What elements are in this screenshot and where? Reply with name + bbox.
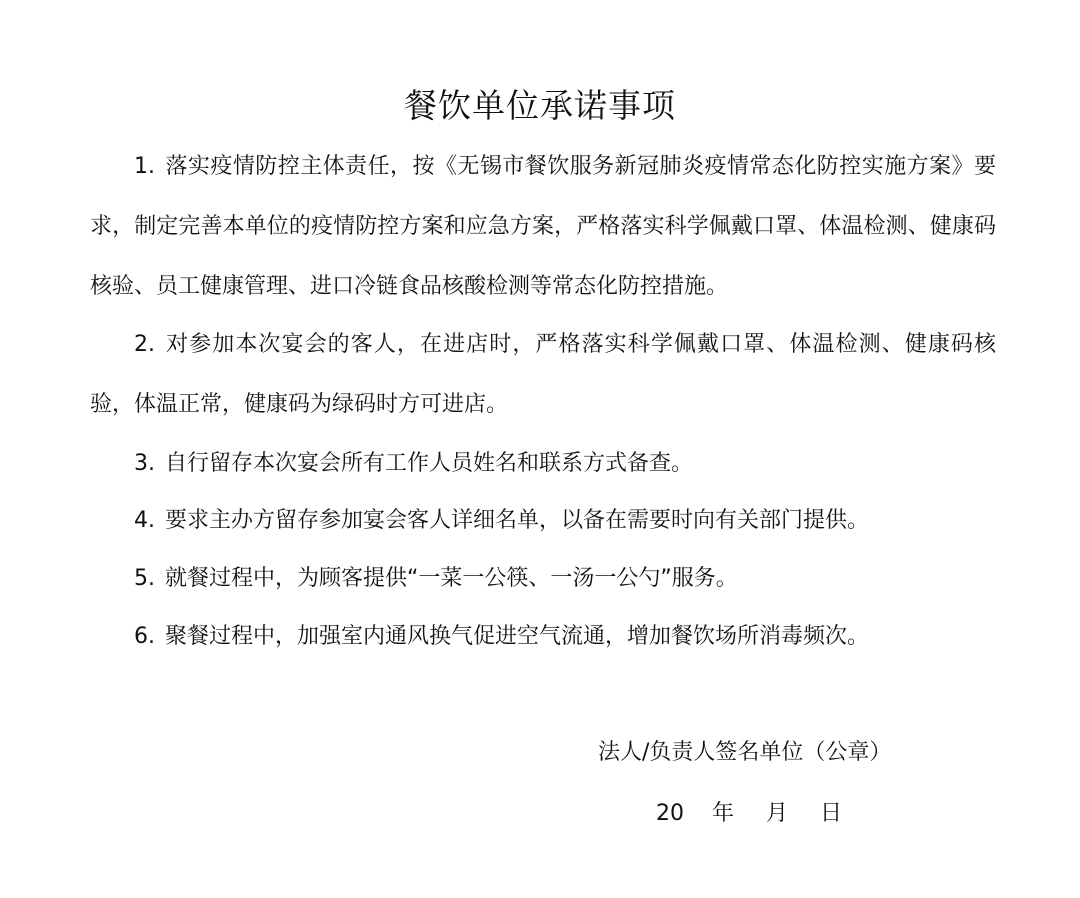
commitment-item-4: [90, 491, 996, 551]
commitment-item-3: [90, 434, 996, 494]
commitment-item-6: [90, 607, 996, 667]
document-title: 餐饮单位承诺事项: [404, 86, 676, 125]
item-number: 5.: [134, 566, 155, 591]
date-line: [656, 794, 842, 834]
commitment-item-5: [90, 549, 996, 609]
item-number: 6.: [134, 624, 155, 649]
date-month-label: 月: [766, 801, 789, 826]
item-number: 1.: [134, 154, 155, 179]
item-number: 3.: [134, 451, 155, 476]
item-text: 对参加本次宴会的客人，在进店时，严格落实科学佩戴口罩、体温检测、健康码核验，体温正常，健康码为绿码时方可进店。: [90, 332, 996, 417]
commitment-item-2: [90, 315, 996, 435]
signature-line: 法人/负责人签名单位（公章）: [598, 740, 892, 765]
commitment-item-1: [90, 137, 996, 317]
date-day-label: 日: [820, 801, 843, 826]
item-number: 2.: [134, 332, 155, 357]
item-text: 落实疫情防控主体责任，按《无锡市餐饮服务新冠肺炎疫情常态化防控实施方案》要求，制定完善本单位的疫情防控方案和应急方案，严格落实科学佩戴口罩、体温检测、健康码核验、员工健康管理、进口冷链食品核酸检测等常态化防控措施。: [90, 154, 996, 299]
item-text: 就餐过程中，为顾客提供“一菜一公筷、一汤一公勺”服务。: [165, 566, 738, 591]
date-year-label: 年: [712, 801, 735, 826]
item-text: 聚餐过程中，加强室内通风换气促进空气流通，增加餐饮场所消毒频次。: [165, 624, 870, 649]
date-year-prefix: 20: [656, 801, 684, 826]
item-number: 4.: [134, 508, 155, 533]
item-text: 自行留存本次宴会所有工作人员姓名和联系方式备查。: [165, 451, 694, 476]
item-text: 要求主办方留存参加宴会客人详细名单，以备在需要时向有关部门提供。: [165, 508, 870, 533]
